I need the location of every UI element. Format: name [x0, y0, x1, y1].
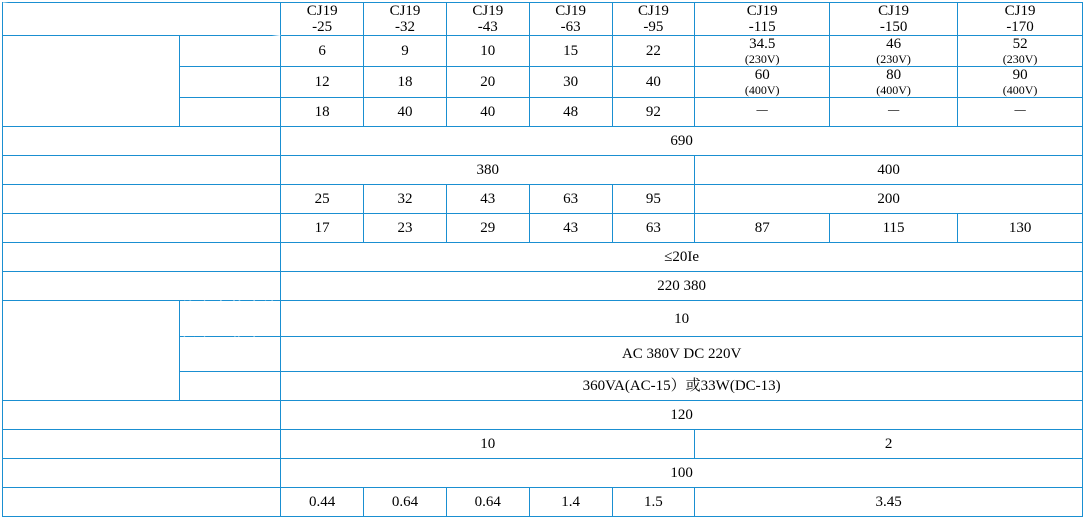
- capacity-380v-cell-3: [529, 67, 612, 98]
- value-mechanical-life: 100: [281, 459, 1083, 488]
- capacity-630v-cell-0: 18: [281, 98, 364, 127]
- capacity-380v-cell-1: [364, 67, 447, 98]
- capacity-380v-cell-4: [612, 67, 695, 98]
- cell-value: 80: [886, 67, 902, 84]
- capacity-630v-cell-4: 92: [612, 98, 695, 127]
- value-rated-working-voltage-low: 380: [281, 156, 695, 185]
- model-name-line2: -170: [1006, 19, 1034, 36]
- model-name-line1: CJ19: [746, 3, 778, 19]
- electrical-life-prefix: 电寿命10: [97, 435, 164, 453]
- row-control-supply-voltage: [3, 272, 1083, 301]
- corner-header-cell: [3, 3, 281, 36]
- cell-value: 90: [1012, 67, 1028, 84]
- row-label-rated-working-voltage: 额定工作电压Ue V: [3, 156, 281, 185]
- capacity-220v-cell-6: [830, 36, 958, 67]
- value-weight-0: 0.44: [281, 488, 364, 517]
- capacity-630v-cell-3: 48: [529, 98, 612, 127]
- model-header-7: [958, 3, 1083, 36]
- capacity-630v-cell-5: －: [695, 98, 830, 127]
- capacity-220v-cell-7: [958, 36, 1083, 67]
- model-header-3: [529, 3, 612, 36]
- cell-value: 15: [563, 42, 579, 59]
- model-name-line1: CJ19: [638, 3, 669, 19]
- cell-value: 18: [397, 73, 413, 90]
- capacity-label-line2: 容量Qe kvar: [49, 81, 133, 99]
- value-inrush-suppression: ≤20Ie: [281, 243, 1083, 272]
- model-header-4: [612, 3, 695, 36]
- row-label-aux-rated-control-capacity: 额定控制容量: [179, 372, 281, 401]
- row-rated-working-voltage: [3, 156, 1083, 185]
- value-rated-working-current-0: 17: [281, 214, 364, 243]
- model-name-line1: CJ19: [1004, 3, 1036, 19]
- model-name-line1: CJ19: [306, 3, 338, 19]
- model-header-2: [446, 3, 529, 36]
- capacity-voltage-380v: 380V: [179, 67, 281, 98]
- capacity-630v-cell-6: －: [830, 98, 958, 127]
- model-name-line2: -63: [560, 19, 581, 36]
- value-thermal-current-1: 32: [364, 185, 447, 214]
- row-thermal-current: [3, 185, 1083, 214]
- row-mechanical-life: [3, 459, 1083, 488]
- capacity-380v-cell-0: [281, 67, 364, 98]
- row-label-operating-frequency: 操作频率 次/h: [3, 401, 281, 430]
- model-name-line2: -32: [394, 19, 415, 36]
- model-name-line2: -150: [879, 19, 908, 36]
- value-thermal-current-3: 63: [529, 185, 612, 214]
- row-inrush-suppression: [3, 243, 1083, 272]
- capacity-380v-cell-7: [958, 67, 1083, 98]
- model-header-0: [281, 3, 364, 36]
- row-rated-working-current: [3, 214, 1083, 243]
- value-rated-working-voltage-high: 400: [695, 156, 1083, 185]
- value-control-supply-voltage: 220 380: [281, 272, 1083, 301]
- cell-value: 9: [401, 42, 409, 59]
- capacity-220v-cell-4: [612, 36, 695, 67]
- value-rated-working-current-6: 115: [830, 214, 958, 243]
- aux-contacts-label: [3, 301, 180, 401]
- cell-value: 10: [480, 42, 496, 59]
- capacity-row-220v: [3, 36, 1083, 67]
- value-electrical-life-low: 10: [281, 430, 695, 459]
- row-label-electrical-life: [3, 430, 281, 459]
- corner-label-item: 项目: [13, 16, 46, 34]
- model-name-line1: CJ19: [472, 3, 504, 19]
- capacity-220v-cell-2: [446, 36, 529, 67]
- cell-value: 46: [886, 36, 902, 53]
- cell-value: 22: [645, 42, 661, 59]
- model-name-line1: CJ19: [878, 3, 910, 19]
- value-rated-insulation-voltage: 690: [281, 127, 1083, 156]
- value-rated-working-current-7: 130: [958, 214, 1083, 243]
- row-label-mechanical-life: [3, 459, 281, 488]
- cell-subvalue: (400V): [876, 83, 911, 98]
- table-header-row: [3, 3, 1083, 36]
- cell-subvalue: (230V): [876, 52, 911, 67]
- model-header-5: [695, 3, 830, 36]
- model-name-line2: -25: [312, 19, 333, 36]
- cell-subvalue: (230V): [1002, 52, 1038, 67]
- mechanical-life-suffix: 次: [177, 464, 195, 482]
- capacity-voltage-220v: 220V: [179, 36, 281, 67]
- model-name-line1: CJ19: [555, 3, 587, 19]
- row-label-inrush-suppression: 抑制涌流能力: [3, 243, 281, 272]
- capacity-630v-cell-7: －: [958, 98, 1083, 127]
- model-name-line2: -115: [748, 19, 776, 36]
- row-label-thermal-current: 约定自由空气发热电流Ith A: [3, 185, 281, 214]
- value-weight-3: 1.4: [529, 488, 612, 517]
- electrical-life-suffix: 次: [169, 435, 186, 453]
- model-name-line2: -43: [477, 19, 498, 36]
- value-aux-thermal-current: 10: [281, 301, 1083, 337]
- value-weight-2: 0.64: [446, 488, 529, 517]
- capacity-220v-cell-5: [695, 36, 830, 67]
- capacity-label-line1: 可控制电容器: [42, 64, 139, 82]
- capacity-630v-cell-2: 40: [446, 98, 529, 127]
- electrical-life-exponent: 4: [163, 434, 170, 446]
- value-electrical-life-high: 2: [695, 430, 1083, 459]
- cell-value: 60: [754, 67, 770, 84]
- value-thermal-current-5: 200: [695, 185, 1083, 214]
- capacity-380v-cell-2: [446, 67, 529, 98]
- row-label-aux-rated-working-voltage: 额定工作电压Ue V: [180, 336, 280, 372]
- mechanical-life-exponent: 4: [172, 463, 178, 475]
- model-header-1: [364, 3, 447, 36]
- cell-value: 52: [1012, 36, 1028, 53]
- value-thermal-current-0: 25: [281, 185, 364, 214]
- cell-subvalue: (400V): [744, 83, 780, 98]
- cell-value: 12: [314, 73, 330, 90]
- cell-subvalue: (230V): [744, 52, 780, 67]
- specification-table: [2, 2, 1083, 517]
- mechanical-life-prefix: 机械寿命10: [89, 464, 173, 482]
- value-rated-working-current-2: 29: [446, 214, 529, 243]
- capacity-380v-cell-6: [830, 67, 958, 98]
- value-rated-working-current-1: 23: [364, 214, 447, 243]
- value-rated-working-current-3: 43: [529, 214, 612, 243]
- cell-value: 40: [645, 73, 661, 90]
- cell-value: 30: [563, 73, 579, 90]
- capacity-220v-cell-1: [364, 36, 447, 67]
- spec-table-sheet: [0, 2, 1085, 511]
- value-weight-1: 0.64: [364, 488, 447, 517]
- row-label-aux-thermal-current: 约定发热电流Ith A: [180, 301, 280, 336]
- cell-value: 34.5: [749, 36, 776, 53]
- capacity-voltage-630v: 630V: [179, 98, 281, 127]
- value-rated-working-current-4: 63: [612, 214, 695, 243]
- row-weight: [3, 488, 1083, 517]
- row-label-weight: 重量 kg: [3, 488, 281, 517]
- value-rated-working-current-5: 87: [695, 214, 830, 243]
- model-name-line2: -95: [643, 19, 664, 36]
- value-operating-frequency: 120: [281, 401, 1083, 430]
- value-thermal-current-4: 95: [612, 185, 695, 214]
- value-weight-5: 3.45: [695, 488, 1083, 517]
- row-operating-frequency: [3, 401, 1083, 430]
- capacity-380v-cell-5: [695, 67, 830, 98]
- model-header-6: [830, 3, 958, 36]
- row-rated-insulation-voltage: [3, 127, 1083, 156]
- aux-label-line2: 触头: [74, 350, 107, 368]
- aux-label-line1: 辅助: [74, 333, 107, 351]
- capacity-row-label: [3, 36, 180, 127]
- cell-value: 6: [318, 42, 326, 59]
- capacity-220v-cell-0: [281, 36, 364, 67]
- value-thermal-current-2: 43: [446, 185, 529, 214]
- cell-subvalue: (400V): [1002, 83, 1038, 98]
- row-electrical-life: [3, 430, 1083, 459]
- row-label-rated-insulation-voltage: 额定绝缘电压Ui V: [3, 127, 281, 156]
- row-aux-thermal-current: [3, 301, 1083, 337]
- value-aux-rated-working-voltage: AC 380V DC 220V: [281, 336, 1083, 372]
- corner-label-spec: 规格: [238, 5, 271, 22]
- row-label-rated-working-current: 额定工作电流 Ie A: [3, 214, 281, 243]
- model-name-line1: CJ19: [389, 3, 421, 19]
- value-aux-rated-control-capacity: 360VA(AC-15）或33W(DC-13): [281, 372, 1083, 401]
- capacity-220v-cell-3: [529, 36, 612, 67]
- cell-value: 20: [480, 73, 496, 90]
- row-label-control-supply-voltage: 控制电源电压Us V: [3, 272, 281, 301]
- value-weight-4: 1.5: [612, 488, 695, 517]
- capacity-630v-cell-1: 40: [364, 98, 447, 127]
